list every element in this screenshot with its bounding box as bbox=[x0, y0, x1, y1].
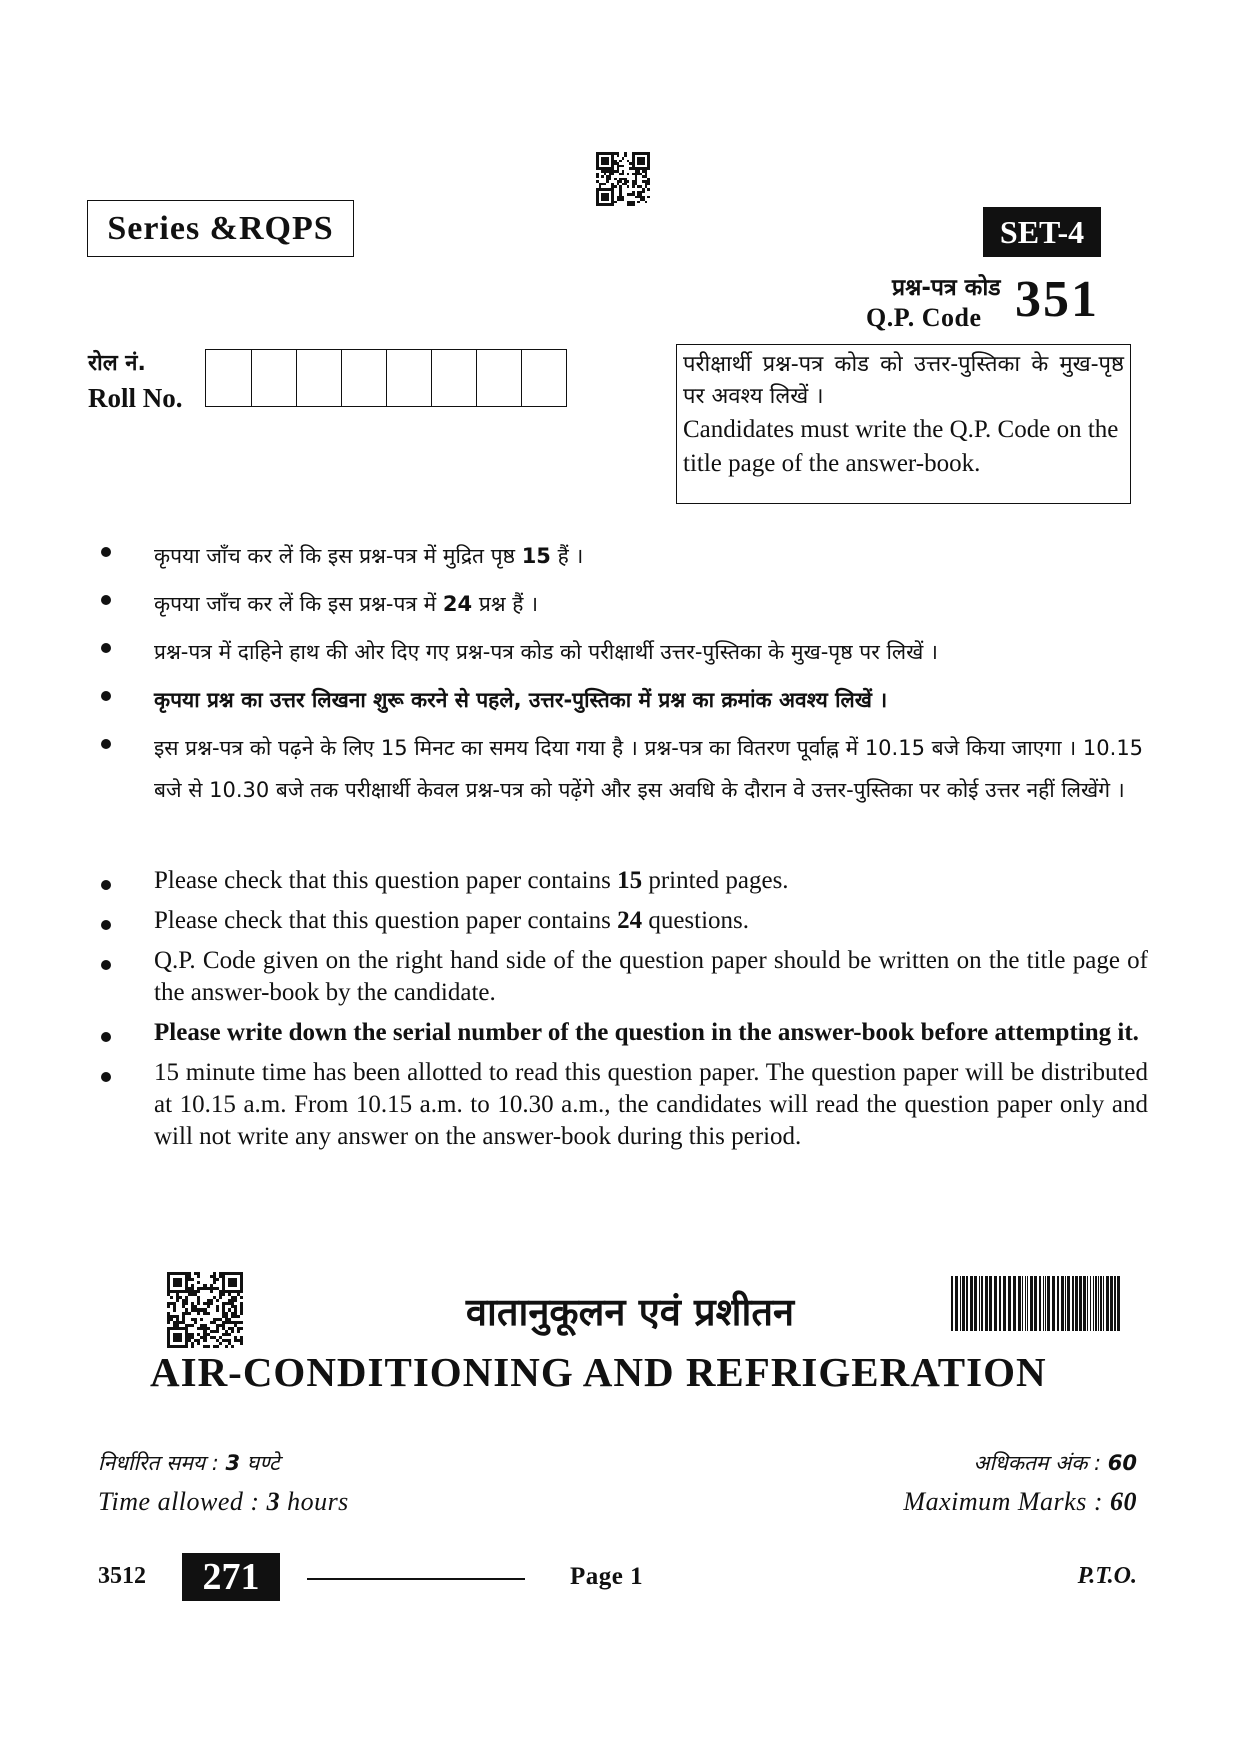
instructions-english bbox=[88, 865, 1148, 1161]
roll-digit-box[interactable] bbox=[521, 350, 566, 406]
qp-code-note-hi: परीक्षार्थी प्रश्न-पत्र कोड को उत्तर-पुस्तिका के मुख-पृष्ठ पर अवश्य लिखें । bbox=[683, 352, 1124, 409]
pto-label: P.T.O. bbox=[1077, 1563, 1137, 1589]
roll-label-en: Roll No. bbox=[88, 383, 183, 413]
time-hi-unit: घण्टे bbox=[240, 1451, 280, 1475]
marks-en-value: 60 bbox=[1110, 1487, 1137, 1516]
bullet-icon bbox=[101, 960, 111, 970]
instruction-en-text-bold: Please write down the serial number of the question in the answer-book before attempting it. bbox=[154, 1019, 1139, 1046]
instruction-hi-item bbox=[88, 631, 1148, 673]
instruction-hi-text-pre: कृपया जाँच कर लें कि इस प्रश्न-पत्र में मुद्रित पृष्ठ bbox=[154, 544, 522, 568]
instruction-en-item bbox=[88, 945, 1148, 1009]
series-label: Series &RQPS bbox=[87, 200, 354, 257]
instruction-en-item bbox=[88, 905, 1148, 937]
instruction-en-item bbox=[88, 1057, 1148, 1153]
time-allowed-en bbox=[98, 1487, 349, 1517]
qr-code-top bbox=[596, 152, 650, 206]
time-allowed-hi bbox=[98, 1449, 280, 1477]
time-en-label: Time allowed : bbox=[98, 1487, 267, 1516]
bullet-icon bbox=[101, 643, 111, 653]
marks-hi-label: अधिकतम अंक : bbox=[973, 1451, 1108, 1475]
instruction-en-text-bold: 24 bbox=[617, 907, 643, 934]
bullet-icon bbox=[101, 595, 111, 605]
bullet-icon bbox=[101, 880, 111, 890]
bullet-icon bbox=[101, 691, 111, 701]
time-en-unit: hours bbox=[280, 1487, 349, 1516]
instruction-hi-text-post: प्रश्न हैं । bbox=[472, 592, 539, 616]
instruction-en-item bbox=[88, 1017, 1148, 1049]
instruction-hi-text-post: हैं । bbox=[550, 544, 584, 568]
instructions-hindi bbox=[88, 535, 1148, 817]
qp-code-label-en: Q.P. Code bbox=[866, 303, 982, 332]
bullet-icon bbox=[101, 1072, 111, 1082]
max-marks-hi bbox=[973, 1449, 1137, 1477]
instruction-en-text-post: printed pages. bbox=[642, 867, 789, 894]
instruction-hi-item bbox=[88, 535, 1148, 577]
instruction-hi-item bbox=[88, 583, 1148, 625]
instruction-hi-text-pre: कृपया जाँच कर लें कि इस प्रश्न-पत्र में bbox=[154, 592, 443, 616]
instruction-hi-text-bold: कृपया प्रश्न का उत्तर लिखना शुरू करने से पहले, उत्तर-पुस्तिका में प्रश्न का क्रमांक अवश्य लिखें । bbox=[154, 688, 888, 712]
max-marks-en bbox=[903, 1487, 1137, 1517]
bullet-icon bbox=[101, 739, 111, 749]
page-number: Page 1 bbox=[570, 1563, 644, 1590]
marks-en-label: Maximum Marks : bbox=[903, 1487, 1110, 1516]
footer-divider bbox=[307, 1578, 525, 1580]
time-hi-value: 3 bbox=[225, 1451, 241, 1475]
roll-digit-box[interactable] bbox=[296, 350, 341, 406]
instruction-hi-text-pre: प्रश्न-पत्र में दाहिने हाथ की ओर दिए गए प्रश्न-पत्र कोड को परीक्षार्थी उत्तर-पुस्तिका के मुख-पृष्ठ पर लिखें । bbox=[154, 640, 938, 664]
roll-digit-box[interactable] bbox=[341, 350, 386, 406]
roll-number-boxes[interactable] bbox=[205, 349, 567, 407]
instruction-hi-text-bold: 15 bbox=[521, 544, 551, 568]
time-en-value: 3 bbox=[266, 1487, 281, 1516]
roll-digit-box[interactable] bbox=[206, 350, 251, 406]
marks-hi-value: 60 bbox=[1107, 1451, 1137, 1475]
instruction-en-text-pre: Q.P. Code given on the right hand side of the question paper should be written on the title page of the answer-book by the candidate. bbox=[154, 947, 1148, 1006]
qr-code-subject bbox=[167, 1272, 243, 1348]
instruction-en-text-pre: Please check that this question paper contains bbox=[154, 867, 618, 894]
roll-digit-box[interactable] bbox=[476, 350, 521, 406]
subject-title-hi: वातानुकूलन एवं प्रशीतन bbox=[465, 1290, 795, 1334]
roll-digit-box[interactable] bbox=[386, 350, 431, 406]
bullet-icon bbox=[101, 1032, 111, 1042]
instruction-en-text-pre: 15 minute time has been allotted to read this question paper. The question paper will be distributed at 10.15 a.m. From 10.15 a.m. to 10.30 a.m., the candidates will read the question paper only and will not write any answer on the answer-book during this period. bbox=[154, 1059, 1148, 1150]
qp-code-note-en: Candidates must write the Q.P. Code on the title page of the answer-book. bbox=[683, 416, 1119, 477]
qp-code-note bbox=[676, 344, 1131, 504]
subject-title-en: AIR-CONDITIONING AND REFRIGERATION bbox=[150, 1349, 1047, 1395]
instruction-hi-text-bold: 24 bbox=[442, 592, 473, 616]
instruction-en-item bbox=[88, 865, 1148, 897]
instruction-hi-item bbox=[88, 727, 1148, 811]
instruction-hi-text-pre: इस प्रश्न-पत्र को पढ़ने के लिए 15 मिनट का समय दिया गया है । प्रश्न-पत्र का वितरण पूर्वाह्न में 10.15 बजे किया जाएगा । 10.15 बजे से 10.30 बजे तक परीक्षार्थी केवल प्रश्न-पत्र को पढ़ेंगे और इस अवधि के दौरान वे उत्तर-पुस्तिका पर कोई उत्तर नहीं लिखेंगे । bbox=[154, 736, 1144, 802]
roll-label-hi: रोल नं. bbox=[88, 351, 146, 376]
qp-code-label-hi: प्रश्न-पत्र कोड bbox=[892, 275, 1001, 301]
time-hi-label: निर्धारित समय : bbox=[98, 1451, 226, 1475]
roll-digit-box[interactable] bbox=[251, 350, 296, 406]
set-badge: SET-4 bbox=[983, 207, 1101, 257]
bullet-icon bbox=[101, 920, 111, 930]
instruction-en-text-bold: 15 bbox=[617, 867, 643, 894]
bullet-icon bbox=[101, 547, 111, 557]
instruction-en-text-pre: Please check that this question paper contains bbox=[154, 907, 618, 934]
instruction-hi-item bbox=[88, 679, 1148, 721]
instruction-en-text-post: questions. bbox=[642, 907, 750, 934]
footer-code: 3512 bbox=[98, 1563, 146, 1589]
barcode bbox=[951, 1276, 1125, 1331]
footer-box-number: 271 bbox=[182, 1553, 280, 1601]
qp-code-value: 351 bbox=[1015, 271, 1099, 328]
roll-digit-box[interactable] bbox=[431, 350, 476, 406]
